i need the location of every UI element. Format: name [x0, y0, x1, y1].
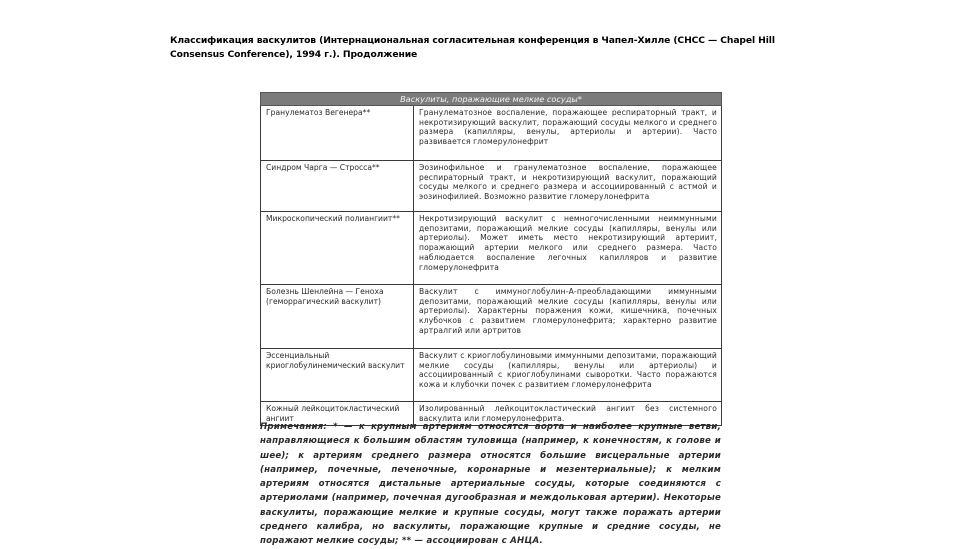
disease-description: Эозинофильное и гранулематозное воспаление, поражающее респираторный тракт, и некротизирующий васкулит, поражающий сосуды мелкого и среднего размера и ассоциированный с астмой и эозинофилией. Возможно развитие гломерулонефрита [414, 161, 722, 212]
disease-description: Гранулематозное воспаление, поражающее респираторный тракт, и некротизирующий васкулит, поражающий сосуды мелкого и среднего размера (капилляры, венулы, артериолы и артерии). Часто развивается гломерулонефрит [414, 106, 722, 161]
table-row [261, 106, 722, 161]
disease-name: Эссенциальный криоглобулинемический васкулит [261, 349, 414, 402]
notes-text: * — к крупным артериям относятся аорта и наиболее крупные ветви, направляющиеся к большим областям туловища (например, к конечностям, к голове и шее); к артериям среднего размера относятся большие висцеральные артерии (например, почечные, печеночные, коронарные и мезентериальные); к мелким артериям относятся дистальные артериальные сосуды, которые соединяются с артериолами (например, почечная дугообразная и междольковая артерии). Некоторые васкулиты, поражающие мелкие и крупные сосуды, могут также поражать артерии среднего калибра, но васкулиты, поражающие крупные и средние сосуды, не поражают мелкие сосуды; ** — ассоциирован с АНЦА. [260, 422, 721, 547]
slide-title: Классификация васкулитов (Интернациональная согласительная конференция в Чапел-Хилле (CHCC — Chapel Hill Consensus Conference), 1994 г.). Продолжение [170, 35, 775, 60]
table-row [261, 349, 722, 402]
disease-name: Микроскопический полиангиит** [261, 212, 414, 285]
disease-name: Кожный лейкоцитокластический ангиит [261, 402, 414, 426]
disease-name: Синдром Чарга — Стросса** [261, 161, 414, 212]
disease-description: Васкулит с иммуноглобулин-А-преобладающими иммунными депозитами, поражающий мелкие сосуды (капилляры, венулы или артериолы). Характерны поражения кожи, кишечника, почечных клубочков с развитием гломерулонефрита; характерно развитие артралгий или артритов [414, 285, 722, 349]
disease-description: Васкулит с криоглобулиновыми иммунными депозитами, поражающий мелкие сосуды (капилляры, венулы или артериолы) и ассоциированный с криоглобулинами сыворотки. Часто поражаются кожа и клубочки почек с развитием гломерулонефрита [414, 349, 722, 402]
notes-lead: Примечания: [260, 422, 328, 432]
disease-description: Некротизирующий васкулит с немногочисленными неиммунными депозитами, поражающий мелкие сосуды (капилляры, венулы или артериолы). Может иметь место некротизирующий артериит, поражающий артерии мелкого или среднего размера. Часто наблюдается воспаление легочных капилляров и развитие гломерулонефрита [414, 212, 722, 285]
table-row [261, 285, 722, 349]
table-row [261, 212, 722, 285]
table-header: Васкулиты, поражающие мелкие сосуды* [261, 93, 722, 106]
table-header-row [261, 93, 722, 106]
table-row [261, 161, 722, 212]
disease-description: Изолированный лейкоцитокластический ангиит без системного васкулита или гломерулонефрита. [414, 402, 722, 426]
disease-name: Болезнь Шенлейна — Геноха (геморрагический васкулит) [261, 285, 414, 349]
vasculitis-classification-table [260, 92, 722, 426]
disease-name: Гранулематоз Вегенера** [261, 106, 414, 161]
table-notes [260, 420, 721, 549]
vasculitis-table-container [260, 92, 721, 426]
